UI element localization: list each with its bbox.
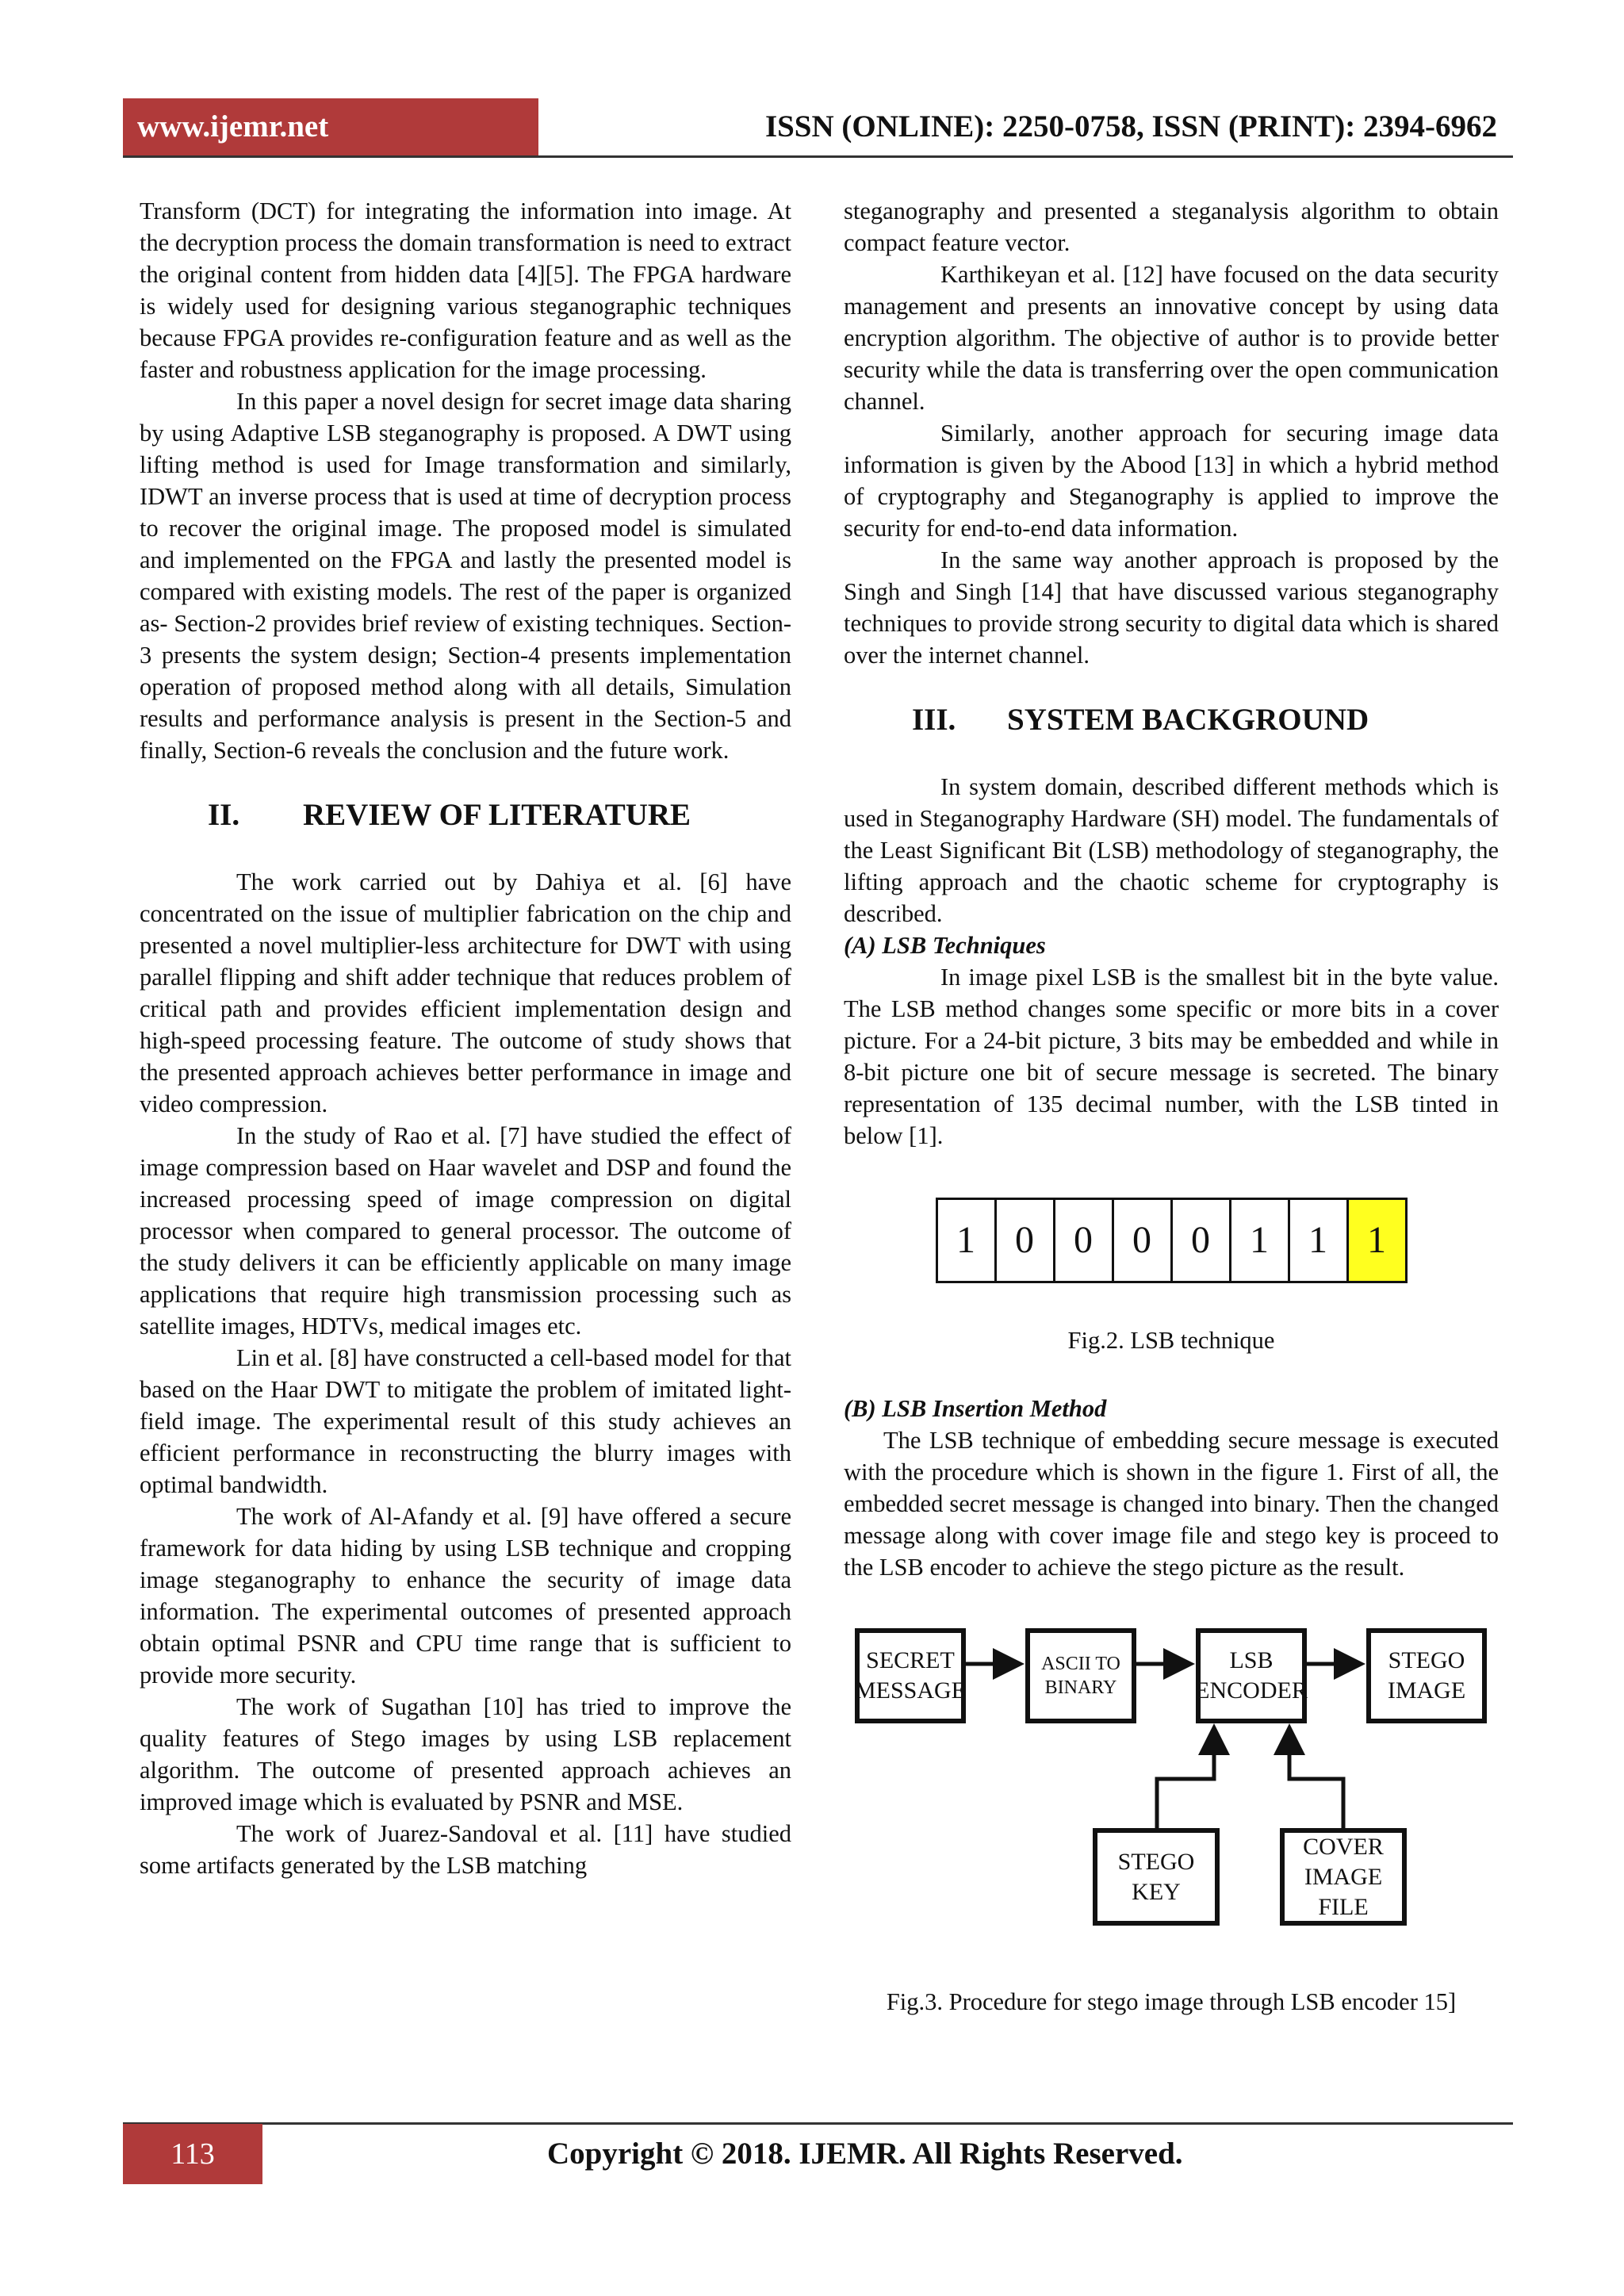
left-column [140, 195, 791, 1881]
bit-cell: 0 [994, 1200, 1053, 1281]
box-lsb-encoder [1196, 1628, 1307, 1723]
bit-cell: 0 [1170, 1200, 1229, 1281]
box-label: COVER [1303, 1833, 1384, 1860]
bit-cell: 1 [1288, 1200, 1346, 1281]
section-heading-review [140, 796, 791, 834]
paragraph: Similarly, another approach for securing image data information is given by the Abood [13] in which a hybrid method of cryptography and Steganography is applied to improve the security for end-to-end data information. [844, 420, 1499, 542]
section-number: III. [912, 703, 956, 737]
box-ascii-to-binary [1025, 1628, 1136, 1723]
paragraph: The work carried out by Dahiya et al. [6] have concentrated on the issue of multiplier fabrication on the chip and presented a novel multiplier-less architecture for DWT with using parallel flipping and shift adder technique that reduces problem of critical path and provides efficient implementation design and high-speed processing feature. The outcome of study shows that the presented approach achieves better performance in image and video compression. [140, 868, 791, 1117]
paragraph: The work of Sugathan [10] has tried to improve the quality features of Stego images by using LSB replacement algorithm. The outcome of presented approach achieves an improved image which is evaluated by PSNR and MSE. [140, 1693, 791, 1815]
box-label: STEGO [1388, 1647, 1465, 1673]
section-title: SYSTEM BACKGROUND [1007, 703, 1369, 737]
bit-cell: 0 [1112, 1200, 1170, 1281]
journal-site-badge[interactable]: www.ijemr.net [123, 98, 538, 155]
page-number: 113 [123, 2124, 262, 2184]
paragraph: steganography and presented a steganalysis algorithm to obtain compact feature vector. [844, 197, 1499, 256]
box-label: ENCODER [1195, 1677, 1308, 1704]
section-heading-system-background [844, 701, 1499, 739]
box-label: STEGO KEY [1117, 1848, 1195, 1905]
arrow-key-to-lsb [1157, 1731, 1214, 1828]
paragraph: Transform (DCT) for integrating the information into image. At the decryption process the domain transformation is need to extract the original content from hidden data [4][5]. The FPGA hardware is widely used for designing various steganographic techniques because FPGA provides re-configuration feature and as well as the faster and robustness application for the image processing. [140, 197, 791, 383]
section-number: II. [208, 798, 240, 832]
section-title: REVIEW OF LITERATURE [303, 798, 691, 832]
box-label: ASCII TO [1041, 1654, 1120, 1674]
box-stego-image [1366, 1628, 1487, 1723]
paragraph: In image pixel LSB is the smallest bit in the byte value. The LSB method changes some specific or more bits in a cover picture. For a 24-bit picture, 3 bits may be embedded and while in 8-bit picture one bit of secure message is secreted. The binary representation of 135 decimal number, with the LSB tinted in below [1]. [844, 964, 1499, 1149]
fig2-bit-row [936, 1198, 1408, 1283]
header-rule [123, 155, 1513, 158]
box-label: SECRET [866, 1647, 955, 1673]
bit-cell-lsb-highlighted: 1 [1346, 1200, 1405, 1281]
right-column [844, 195, 1499, 2018]
box-secret-message [855, 1628, 966, 1723]
paragraph: The work of Juarez-Sandoval et al. [11] have studied some artifacts generated by the LSB matching [140, 1820, 791, 1879]
paragraph: Karthikeyan et al. [12] have focused on the data security management and presents an innovative concept by using data encryption algorithm. The objective of author is to provide better security while the data is transferring over the open communication channel. [844, 261, 1499, 415]
paragraph: In this paper a novel design for secret image data sharing by using Adaptive LSB steganography is proposed. A DWT using lifting method is used for Image transformation and similarly, IDWT an inverse process that is used at time of decryption process to recover the original image. The proposed model is simulated and implemented on the FPGA and lastly the presented model is compared with existing models. The rest of the paper is organized as- Section-2 provides brief review of existing techniques. Section-3 presents the system design; Section-4 presents implementation operation of proposed method along with all details, Simulation results and performance analysis is present in the Section-5 and finally, Section-6 reveals the conclusion and the future work. [140, 388, 791, 764]
paragraph: In system domain, described different methods which is used in Steganography Hardware (SH) model. The fundamentals of the Least Significant Bit (LSB) methodology of steganography, the lifting approach and the chaotic scheme for cryptography is described. [844, 773, 1499, 927]
bit-cell: 1 [956, 1219, 975, 1261]
issn-header: ISSN (ONLINE): 2250-0758, ISSN (PRINT): 2394-6962 [764, 109, 1497, 144]
subheading-lsb-insertion: (B) LSB Insertion Method [844, 1395, 1107, 1422]
paragraph: The LSB technique of embedding secure message is executed with the procedure which is shown in the figure 1. First of all, the embedded secret message is changed into binary. Then the changed message along with cover image file and stego key is proceed to the LSB encoder to achieve the stego picture as the result. [844, 1427, 1499, 1581]
copyright-notice: Copyright © 2018. IJEMR. All Rights Reserved. [547, 2137, 1183, 2171]
paragraph: The work of Al-Afandy et al. [9] have offered a secure framework for data hiding by using LSB technique and cropping image steganography to enhance the security of image data information. The experimental outcomes of presented approach obtain optimal PSNR and CPU time range that is sufficient to provide more security. [140, 1503, 791, 1688]
box-label: IMAGE FILE [1304, 1863, 1383, 1920]
box-label: IMAGE [1387, 1677, 1466, 1704]
box-label: LSB [1229, 1647, 1274, 1673]
bit-cell: 1 [1229, 1200, 1288, 1281]
fig3-caption: Fig.3. Procedure for stego image through LSB encoder 15] [886, 1988, 1457, 2015]
paragraph: In the study of Rao et al. [7] have studied the effect of image compression based on Haar wavelet and DSP and found the increased processing speed of image compression on digital processor when compared to general processor. The outcome of the study delivers it can be efficiently applicable on many image applications that require high transmission processing such as satellite images, HDTVs, medical images etc. [140, 1122, 791, 1340]
bit-cell: 0 [1053, 1200, 1112, 1281]
arrow-cover-to-lsb [1289, 1731, 1343, 1828]
fig3-diagram [844, 1616, 1499, 1981]
fig2-caption: Fig.2. LSB technique [1067, 1327, 1275, 1354]
paragraph: Lin et al. [8] have constructed a cell-based model for that based on the Haar DWT to mitigate the problem of imitated light-field image. The experimental result of this study achieves an efficient performance in reconstructing the blurry images with optimal bandwidth. [140, 1344, 791, 1498]
subheading-lsb-techniques: (A) LSB Techniques [844, 932, 1046, 959]
box-stego-key [1093, 1828, 1220, 1926]
box-label: MESSAGE [854, 1677, 967, 1704]
box-cover-image-file [1280, 1828, 1407, 1926]
paragraph: In the same way another approach is proposed by the Singh and Singh [14] that have discussed various steganography techniques to provide strong security to digital data which is shared over the internet channel. [844, 546, 1499, 669]
box-label: BINARY [1044, 1677, 1117, 1698]
